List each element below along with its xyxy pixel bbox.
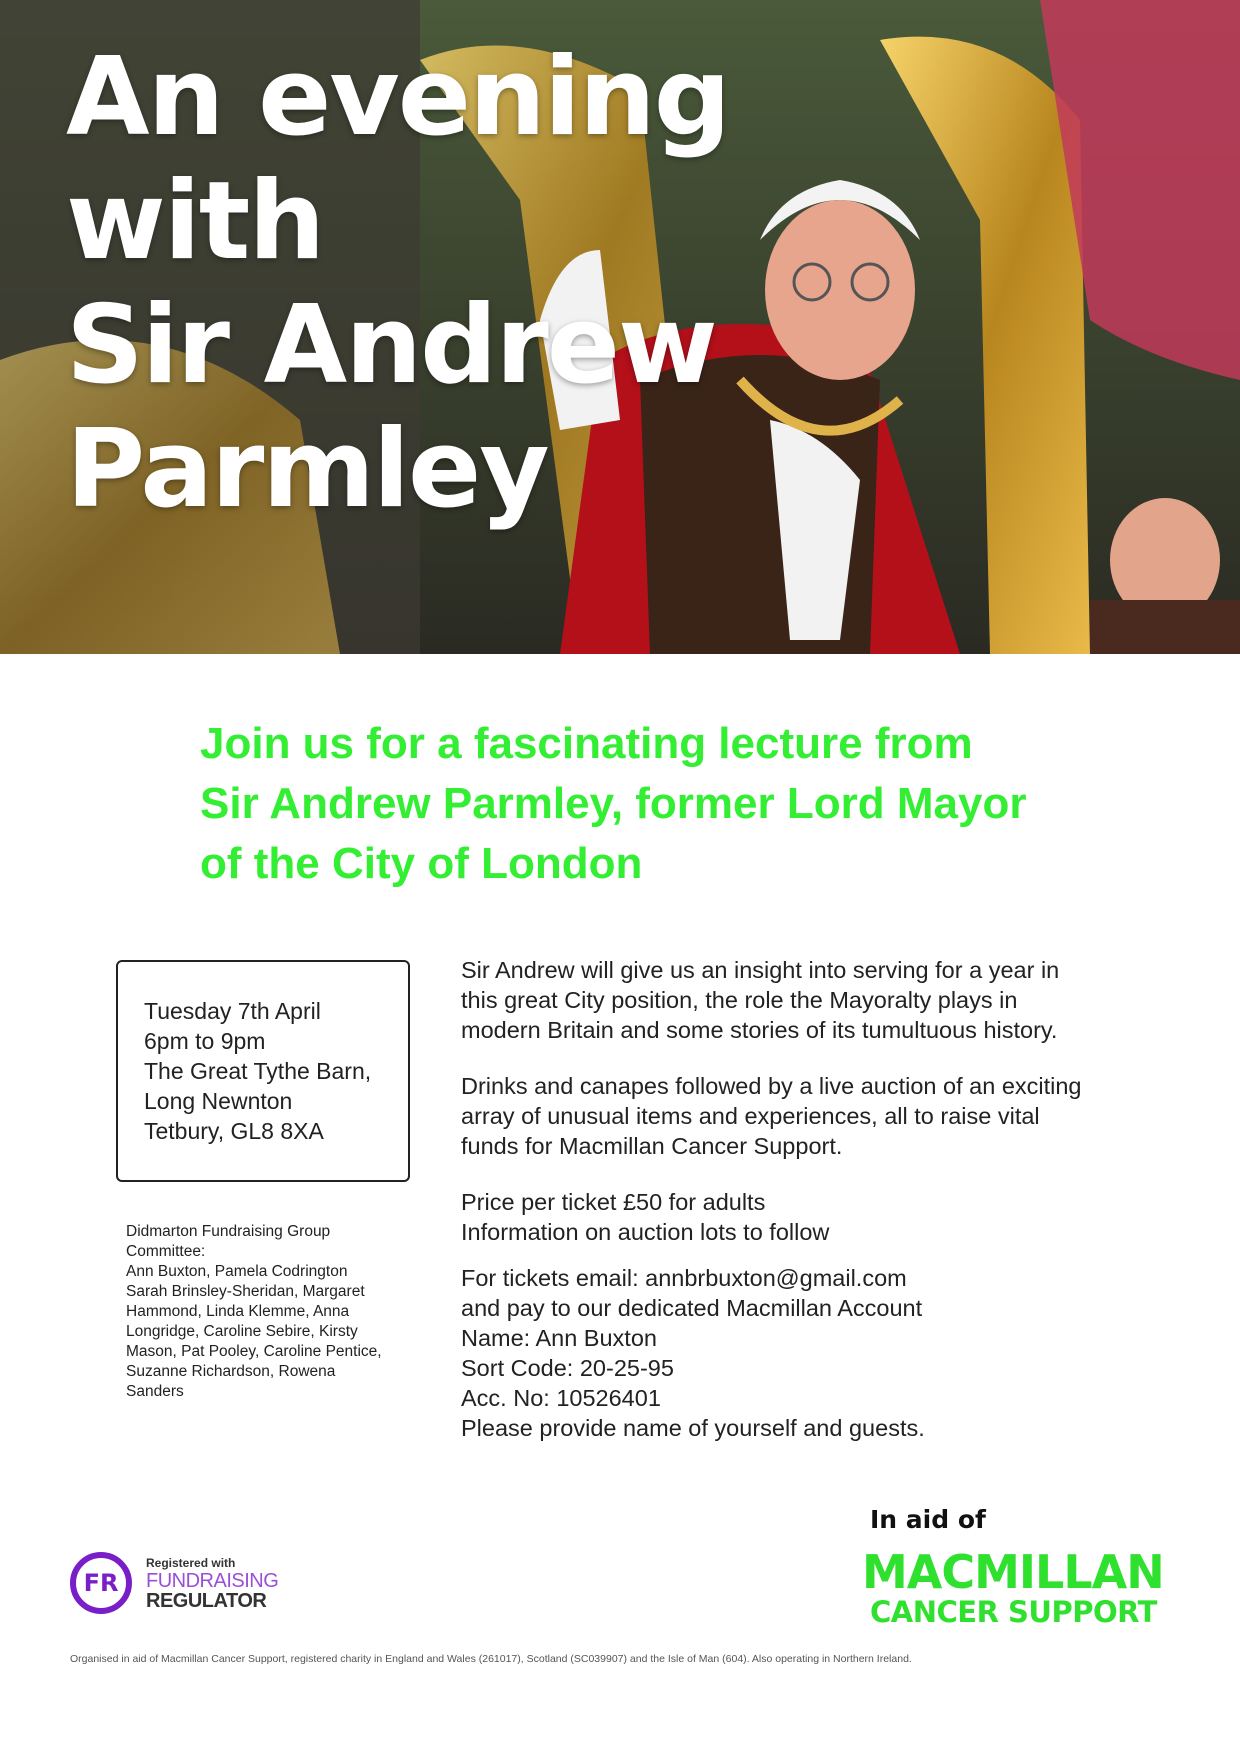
hero-photo — [0, 0, 1240, 654]
account-name-line — [461, 1323, 1161, 1383]
fundraising-regulator-logo — [70, 1550, 300, 1618]
event-time: 6pm to 9pm — [144, 1028, 266, 1054]
title-line: Sir Andrew — [66, 283, 716, 408]
intro-line: Sir Andrew Parmley, former Lord Mayor — [200, 779, 1027, 828]
in-aid-of: In aid of — [870, 1505, 986, 1534]
committee-line: Sanders — [126, 1383, 184, 1400]
text-line: Information on auction lots to follow — [461, 1219, 830, 1245]
text-line: array of unusual items and experiences, all to raise vital — [461, 1103, 1040, 1129]
description-paragraph — [461, 955, 1161, 1045]
text-line: Sir Andrew will give us an insight into serving for a year in — [461, 957, 1060, 983]
fr-regulator: REGULATOR — [146, 1590, 267, 1612]
text-line: funds for Macmillan Cancer Support. — [461, 1133, 843, 1159]
text-line: Price per ticket £50 for adults — [461, 1189, 766, 1215]
event-description — [461, 955, 1161, 1469]
committee-line: Didmarton Fundraising Group — [126, 1223, 331, 1240]
committee-line: Ann Buxton, Pamela Codrington — [126, 1263, 348, 1280]
committee-line: Suzanne Richardson, Rowena — [126, 1363, 336, 1380]
committee-list — [126, 1222, 416, 1402]
text-line: modern Britain and some stories of its tumultuous history. — [461, 1017, 1058, 1043]
text-line: Please provide name of yourself and guests. — [461, 1415, 925, 1441]
text-line: and pay to our dedicated Macmillan Account — [461, 1295, 923, 1321]
event-details-box — [116, 960, 410, 1182]
fr-fundraising: FUNDRAISING — [146, 1570, 279, 1592]
text-line: Drinks and canapes followed by a live auction of an exciting — [461, 1073, 1082, 1099]
charity-footnote: Organised in aid of Macmillan Cancer Support, registered charity in England and Wales (261017), Scotland (SC039907) and the Isle of Man (604). Also operating in Northern Ireland. — [70, 1653, 912, 1665]
committee-line: Mason, Pat Pooley, Caroline Pentice, — [126, 1343, 382, 1360]
text-line: this great City position, the role the Mayoralty plays in — [461, 987, 1018, 1013]
tickets-email[interactable]: For tickets email: annbrbuxton@gmail.com — [461, 1265, 907, 1291]
event-venue: The Great Tythe Barn, — [144, 1058, 372, 1084]
title-line: An evening with — [66, 35, 730, 284]
tickets-paragraph — [461, 1263, 1161, 1443]
account-number: Acc. No: 10526401 — [461, 1385, 661, 1411]
title-line: Parmley — [66, 407, 548, 532]
auction-paragraph — [461, 1071, 1161, 1161]
committee-line: Longridge, Caroline Sebire, Kirsty — [126, 1323, 358, 1340]
committee-line: Committee: — [126, 1243, 206, 1260]
committee-line: Hammond, Linda Klemme, Anna — [126, 1303, 350, 1320]
macmillan-logo-line1: MACMILLAN — [862, 1545, 1164, 1599]
account-name: Name: Ann Buxton — [461, 1325, 657, 1351]
tickets-email-line — [461, 1263, 1161, 1293]
sort-code: Sort Code: 20-25-95 — [461, 1355, 674, 1381]
event-address: Tetbury, GL8 8XA — [144, 1118, 324, 1144]
committee-line: Sarah Brinsley-Sheridan, Margaret — [126, 1283, 365, 1300]
event-date: Tuesday 7th April — [144, 998, 321, 1024]
intro-line: of the City of London — [200, 839, 643, 888]
intro-line: Join us for a fascinating lecture from — [200, 719, 973, 768]
event-town: Long Newnton — [144, 1088, 293, 1114]
price-paragraph — [461, 1187, 1161, 1247]
event-title — [66, 36, 966, 532]
fr-registered-with: Registered with — [146, 1556, 236, 1570]
macmillan-logo-line2: CANCER SUPPORT — [870, 1595, 1157, 1629]
fr-mark: FR — [83, 1569, 119, 1597]
intro-heading — [200, 714, 1160, 894]
